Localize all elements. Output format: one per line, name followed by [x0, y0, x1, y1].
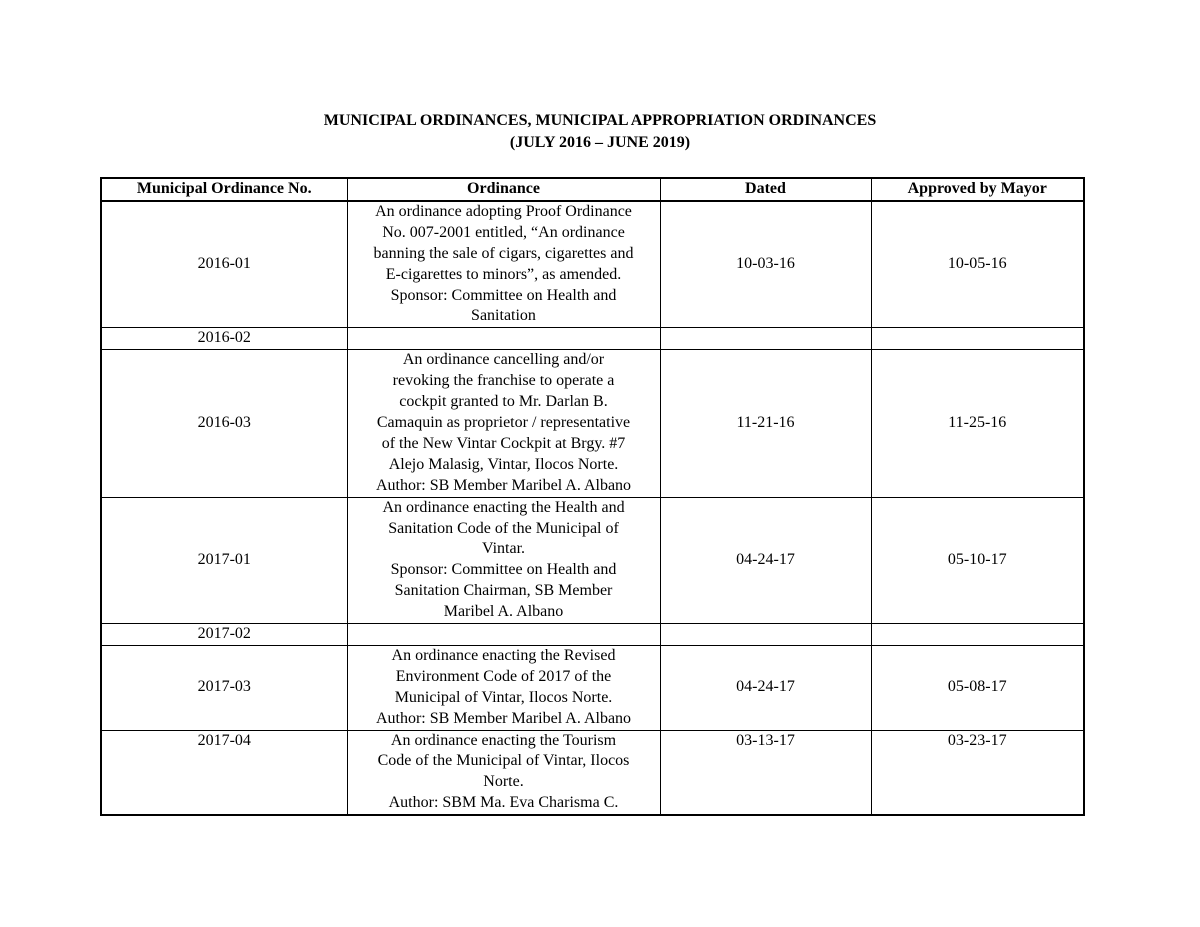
ordinance-description-cell: [347, 350, 660, 497]
ordinance-number-cell: 2017-03: [101, 645, 347, 730]
dated-cell: [660, 328, 871, 350]
header-ordinance: Ordinance: [347, 178, 660, 201]
approved-by-mayor-cell: 11-25-16: [871, 350, 1084, 497]
header-dated: Dated: [660, 178, 871, 201]
ordinance-description-line: Sanitation Chairman, SB Member: [394, 582, 613, 600]
ordinance-description-line: of the New Vintar Cockpit at Brgy. #7: [381, 434, 626, 452]
ordinance-description-cell: [347, 497, 660, 623]
dated-cell: [660, 624, 871, 646]
header-approved-by-mayor: Approved by Mayor: [871, 178, 1084, 201]
ordinance-description-line: cockpit granted to Mr. Darlan B.: [399, 393, 608, 411]
ordinance-description-line: Sanitation Code of the Municipal of: [388, 519, 619, 537]
ordinance-description-cell: [347, 645, 660, 730]
ordinance-description-line: An ordinance enacting the Revised: [391, 646, 616, 664]
ordinance-description-cell: [347, 328, 660, 350]
ordinance-description-line: An ordinance enacting the Health and: [382, 498, 625, 516]
dated-cell: 03-13-17: [660, 730, 871, 815]
table-row: [101, 730, 1084, 815]
dated-cell: 04-24-17: [660, 497, 871, 623]
table-row: [101, 201, 1084, 328]
approved-by-mayor-cell: 05-08-17: [871, 645, 1084, 730]
ordinances-table: [100, 177, 1085, 816]
ordinance-description-line: Author: SB Member Maribel A. Albano: [375, 709, 632, 727]
ordinance-description-cell: [347, 730, 660, 815]
ordinance-number-cell: 2016-02: [101, 328, 347, 350]
table-row: [101, 350, 1084, 497]
document-subtitle: (JULY 2016 – JUNE 2019): [509, 134, 691, 151]
ordinance-description-line: Code of the Municipal of Vintar, Ilocos: [377, 752, 630, 770]
ordinance-number-cell: 2016-03: [101, 350, 347, 497]
ordinance-description-line: Norte.: [483, 773, 524, 791]
dated-cell: 11-21-16: [660, 350, 871, 497]
table-row: [101, 624, 1084, 646]
ordinance-description-cell: [347, 624, 660, 646]
approved-by-mayor-cell: [871, 328, 1084, 350]
ordinance-description-line: Author: SBM Ma. Eva Charisma C.: [388, 794, 619, 812]
ordinance-description-line: Sponsor: Committee on Health and: [390, 561, 617, 579]
table-header-row: [101, 178, 1084, 201]
header-ordinance-no: Municipal Ordinance No.: [101, 178, 347, 201]
dated-cell: 04-24-17: [660, 645, 871, 730]
ordinance-number-cell: 2016-01: [101, 201, 347, 328]
approved-by-mayor-cell: 10-05-16: [871, 201, 1084, 328]
ordinance-description-line: Municipal of Vintar, Ilocos Norte.: [394, 688, 613, 706]
ordinance-description-line: No. 007-2001 entitled, “An ordinance: [382, 223, 625, 241]
approved-by-mayor-cell: 05-10-17: [871, 497, 1084, 623]
ordinance-description-line: Author: SB Member Maribel A. Albano: [375, 476, 632, 494]
table-row: [101, 645, 1084, 730]
table-row: [101, 497, 1084, 623]
table-row: [101, 328, 1084, 350]
ordinance-description-cell: [347, 201, 660, 328]
ordinance-description-line: Vintar.: [481, 540, 526, 558]
ordinance-number-cell: 2017-04: [101, 730, 347, 815]
ordinance-description-line: Camaquin as proprietor / representative: [376, 413, 631, 431]
ordinance-description-line: An ordinance cancelling and/or: [402, 351, 605, 369]
dated-cell: 10-03-16: [660, 201, 871, 328]
ordinance-description-line: An ordinance enacting the Tourism: [390, 731, 617, 749]
ordinance-description-line: banning the sale of cigars, cigarettes and: [373, 244, 634, 262]
ordinance-description-line: Maribel A. Albano: [443, 603, 564, 621]
ordinance-description-line: Environment Code of 2017 of the: [395, 667, 612, 685]
ordinance-description-line: Sanitation: [471, 307, 536, 325]
approved-by-mayor-cell: 03-23-17: [871, 730, 1084, 815]
ordinance-number-cell: 2017-02: [101, 624, 347, 646]
ordinance-description-line: revoking the franchise to operate a: [392, 372, 615, 390]
ordinance-description-line: Alejo Malasig, Vintar, Ilocos Norte.: [388, 455, 619, 473]
document-title: MUNICIPAL ORDINANCES, MUNICIPAL APPROPRIATION ORDINANCES: [323, 112, 877, 129]
ordinance-number-cell: 2017-01: [101, 497, 347, 623]
ordinance-description-line: An ordinance adopting Proof Ordinance: [375, 202, 632, 220]
ordinance-description-line: Sponsor: Committee on Health and: [390, 286, 617, 304]
ordinance-description-line: E-cigarettes to minors”, as amended.: [385, 265, 622, 283]
approved-by-mayor-cell: [871, 624, 1084, 646]
